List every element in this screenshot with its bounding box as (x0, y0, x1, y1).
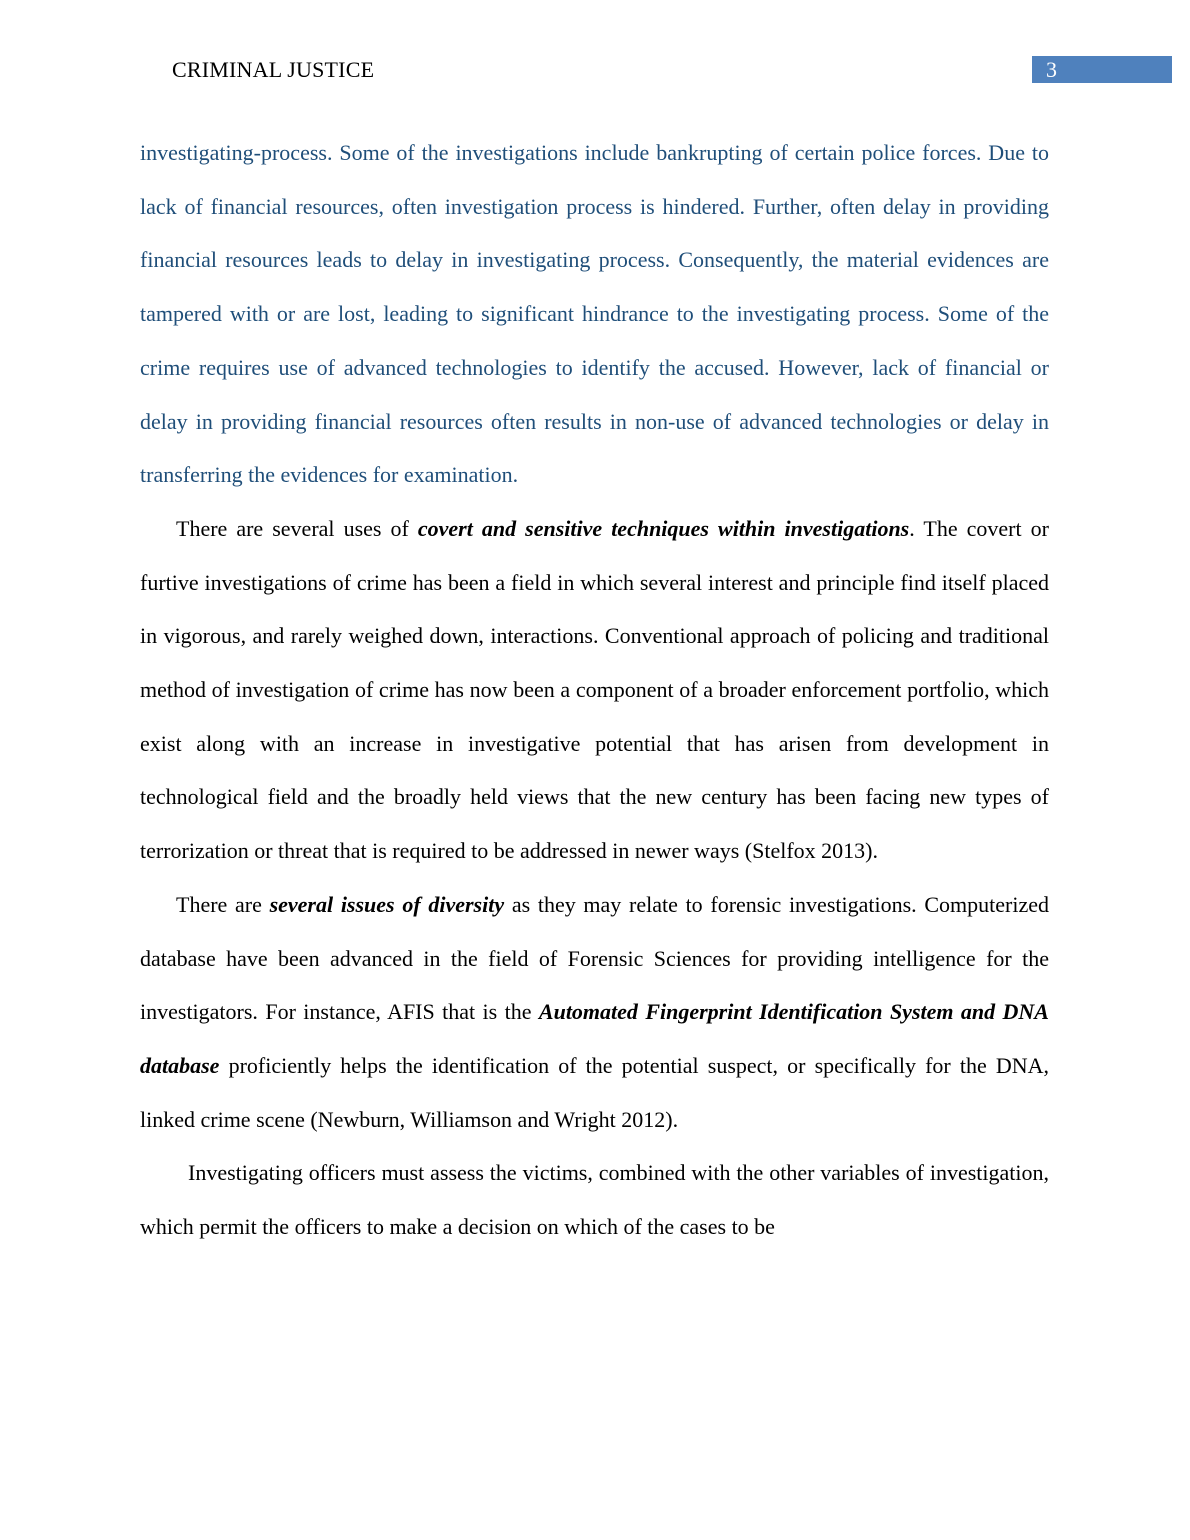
text-run: There are (176, 891, 270, 917)
document-body (140, 126, 1049, 1254)
emphasis-afis: Automated Fingerprint Identification System and DNA database (140, 999, 1049, 1078)
paragraph-covert-techniques (140, 502, 1049, 878)
paragraph-diversity (140, 878, 1049, 1147)
emphasis-covert-techniques: covert and sensitive techniques within investigations (417, 515, 910, 541)
page-number: 3 (1046, 57, 1057, 82)
text-run: proficiently helps the identification of the potential suspect, or specifically for the DNA, linked crime scene (Newburn, Williamson and Wright 2012). (140, 1052, 1049, 1132)
page-number-box (1032, 56, 1172, 83)
page-header (0, 56, 1190, 84)
text-run: . The covert or furtive investigations of crime has been a field in which several interest and principle find itself placed in vigorous, and rarely weighed down, interactions. Conventional approach of policing and traditional method of investigation of crime has now been a component of a broader enforcement portfolio, which exist along with an increase in investigative potential that has arisen from development in technological field and the broadly held views that the new century has been facing new types of terrorization or threat that is required to be addressed in newer ways (Stelfox 2013). (140, 515, 1049, 864)
running-head: CRIMINAL JUSTICE (172, 57, 375, 82)
paragraph-funding: investigating-process. Some of the investigations include bankrupting of certain police forces. Due to lack of financial resources, often investigation process is hindered. Further, often delay in providing financial resources leads to delay in investigating process. Consequently, the material evidences are tampered with or are lost, leading to significant hindrance to the investigating process. Some of the crime requires use of advanced technologies to identify the accused. However, lack of financial or delay in providing financial resources often results in non-use of advanced technologies or delay in transferring the evidences for examination. (140, 140, 1049, 488)
emphasis-diversity: several issues of diversity (269, 891, 505, 917)
paragraph-victims: Investigating officers must assess the victims, combined with the other variables of investigation, which permit the officers to make a decision on which of the cases to be (140, 1160, 1049, 1240)
text-run: as they may relate to forensic investigations. Computerized database have been advanced in the field of Forensic Sciences for providing intelligence for the investigators. For instance, AFIS that is the (140, 891, 1050, 1025)
text-run: There are several uses of (176, 515, 418, 541)
